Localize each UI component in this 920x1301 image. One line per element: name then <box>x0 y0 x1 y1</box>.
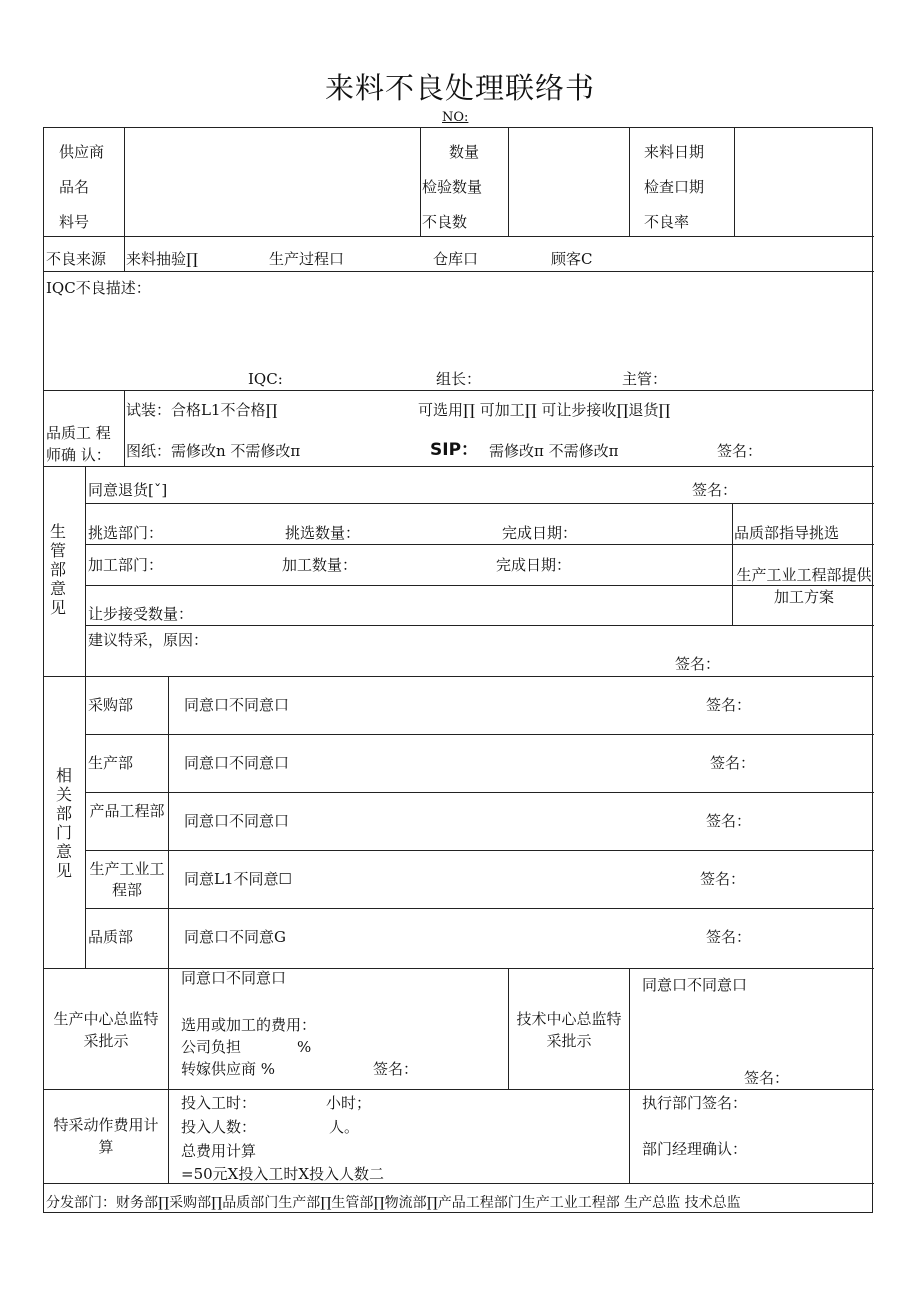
qe-label-line1: 品质工 程 <box>46 424 111 442</box>
qe-sign: 签名： <box>717 442 763 460</box>
return-sign: 签名： <box>692 481 738 499</box>
total-cost-label: 总费用计算 <box>181 1142 257 1160</box>
related-sign-product-eng: 签名： <box>706 812 752 830</box>
manager-confirm: 部门经理确认： <box>642 1140 748 1158</box>
related-options-industrial-eng: 同意L1不同意☐ <box>184 870 292 888</box>
inspect-qty-label: 检验数量 <box>422 178 483 196</box>
part-no-label: 料号 <box>59 213 90 231</box>
suggest-sign: 签名： <box>675 655 721 673</box>
source-option-customer[interactable]: 顾客C <box>551 250 593 268</box>
tech-director-label: 技术中心总监特采批示 <box>516 1010 622 1050</box>
form-number-label: NO: <box>442 110 469 125</box>
pick-dept-label: 挑选部门： <box>88 524 164 542</box>
exec-dept-sign: 执行部门签名： <box>642 1094 748 1112</box>
defect-rate-label: 不良率 <box>644 213 690 231</box>
related-options-production: 同意口不同意口 <box>184 754 290 772</box>
production-mgmt-label: 生管部意见 <box>49 522 66 617</box>
related-sign-quality: 签名： <box>706 928 752 946</box>
leader-sign: 组长： <box>436 370 482 388</box>
related-options-purchase: 同意口不同意口 <box>184 696 290 714</box>
defect-source-label: 不良来源 <box>46 250 107 268</box>
process-dept-label: 加工部门： <box>88 556 164 574</box>
prod-director-label: 生产中心总监特采批示 <box>53 1010 159 1050</box>
process-done-label: 完成日期： <box>496 556 572 574</box>
cost-calc-label: 特采动作费用计算 <box>53 1116 159 1156</box>
drawing-options: 图纸：需修改n 不需修改π <box>126 442 301 460</box>
prod-director-options: 同意口不同意口 <box>181 969 287 987</box>
trial-result: 试装：合格L1不合格∏ <box>126 401 278 419</box>
concession-qty-label: 让步接受数量： <box>88 605 194 623</box>
cost-formula: =50元X投入工时X投入人数二 <box>181 1165 385 1183</box>
distribution-list: 分发部门：财务部∏采购部∏品质部门生产部∏生管部∏物流部∏产品工程部门生产工业工程部 生产总监 技术总监 <box>46 1195 741 1211</box>
hours-label: 投入工时： <box>181 1094 257 1112</box>
pick-qty-label: 挑选数量： <box>285 524 361 542</box>
source-option-incoming[interactable]: 来料抽验∏ <box>126 250 198 268</box>
pick-note: 品质部指导挑选 <box>734 524 840 542</box>
related-depts-label: 相关部门意见 <box>55 766 72 880</box>
company-bear-percent: % <box>297 1038 312 1056</box>
iqc-sign: IQC: <box>248 370 283 388</box>
related-dept-production: 生产部 <box>88 754 134 772</box>
defect-qty-label: 不良数 <box>422 213 468 231</box>
related-dept-product-eng: 产品工程部 <box>89 802 165 820</box>
inspect-date-label: 检查口期 <box>644 178 705 196</box>
related-dept-industrial-eng: 生产工业工程部 <box>89 860 165 899</box>
source-option-production[interactable]: 生产过程口 <box>269 250 345 268</box>
supervisor-sign: 主管： <box>622 370 668 388</box>
related-sign-industrial-eng: 签名： <box>700 870 746 888</box>
supplier-bear-label: 转嫁供应商 % <box>181 1060 276 1078</box>
related-dept-purchase: 采购部 <box>88 696 134 714</box>
supplier-label: 供应商 <box>59 143 105 161</box>
sip-label: SIP： <box>430 440 479 460</box>
iqc-description-label: IQC不良描述： <box>46 279 151 297</box>
hours-unit: 小时； <box>326 1094 372 1112</box>
cost-label: 选用或加工的费用： <box>181 1016 317 1034</box>
source-option-warehouse[interactable]: 仓库口 <box>433 250 479 268</box>
people-unit: 人。 <box>329 1118 360 1136</box>
related-options-product-eng: 同意口不同意口 <box>184 812 290 830</box>
related-options-quality: 同意口不同意G <box>184 928 286 946</box>
related-sign-production: 签名： <box>710 754 756 772</box>
process-note: 生产工业工程部提供加工方案 <box>736 566 872 606</box>
trial-options: 可选用∏ 可加工∏ 可让步接收∏退货∏ <box>418 401 671 419</box>
sip-options: 需修改π 不需修改π <box>489 442 619 460</box>
prod-director-sign: 签名： <box>373 1060 419 1078</box>
form-frame <box>43 127 873 1213</box>
related-sign-purchase: 签名： <box>706 696 752 714</box>
quantity-label: 数量 <box>449 143 480 161</box>
tech-director-sign: 签名： <box>744 1069 790 1087</box>
tech-director-options: 同意口不同意口 <box>642 976 748 994</box>
page-title: 来料不良处理联络书 <box>324 71 595 105</box>
qe-label-line2: 师确 认： <box>46 446 111 464</box>
people-label: 投入人数： <box>181 1118 257 1136</box>
process-qty-label: 加工数量： <box>282 556 358 574</box>
company-bear-label: 公司负担 <box>181 1038 242 1056</box>
pick-done-label: 完成日期： <box>502 524 578 542</box>
related-dept-quality: 品质部 <box>88 928 134 946</box>
product-name-label: 品名 <box>59 178 90 196</box>
arrival-date-label: 来料日期 <box>644 143 705 161</box>
special-suggest-label: 建议特采，原因： <box>88 631 209 649</box>
agree-return: 同意退货[ˇ] <box>88 481 168 499</box>
